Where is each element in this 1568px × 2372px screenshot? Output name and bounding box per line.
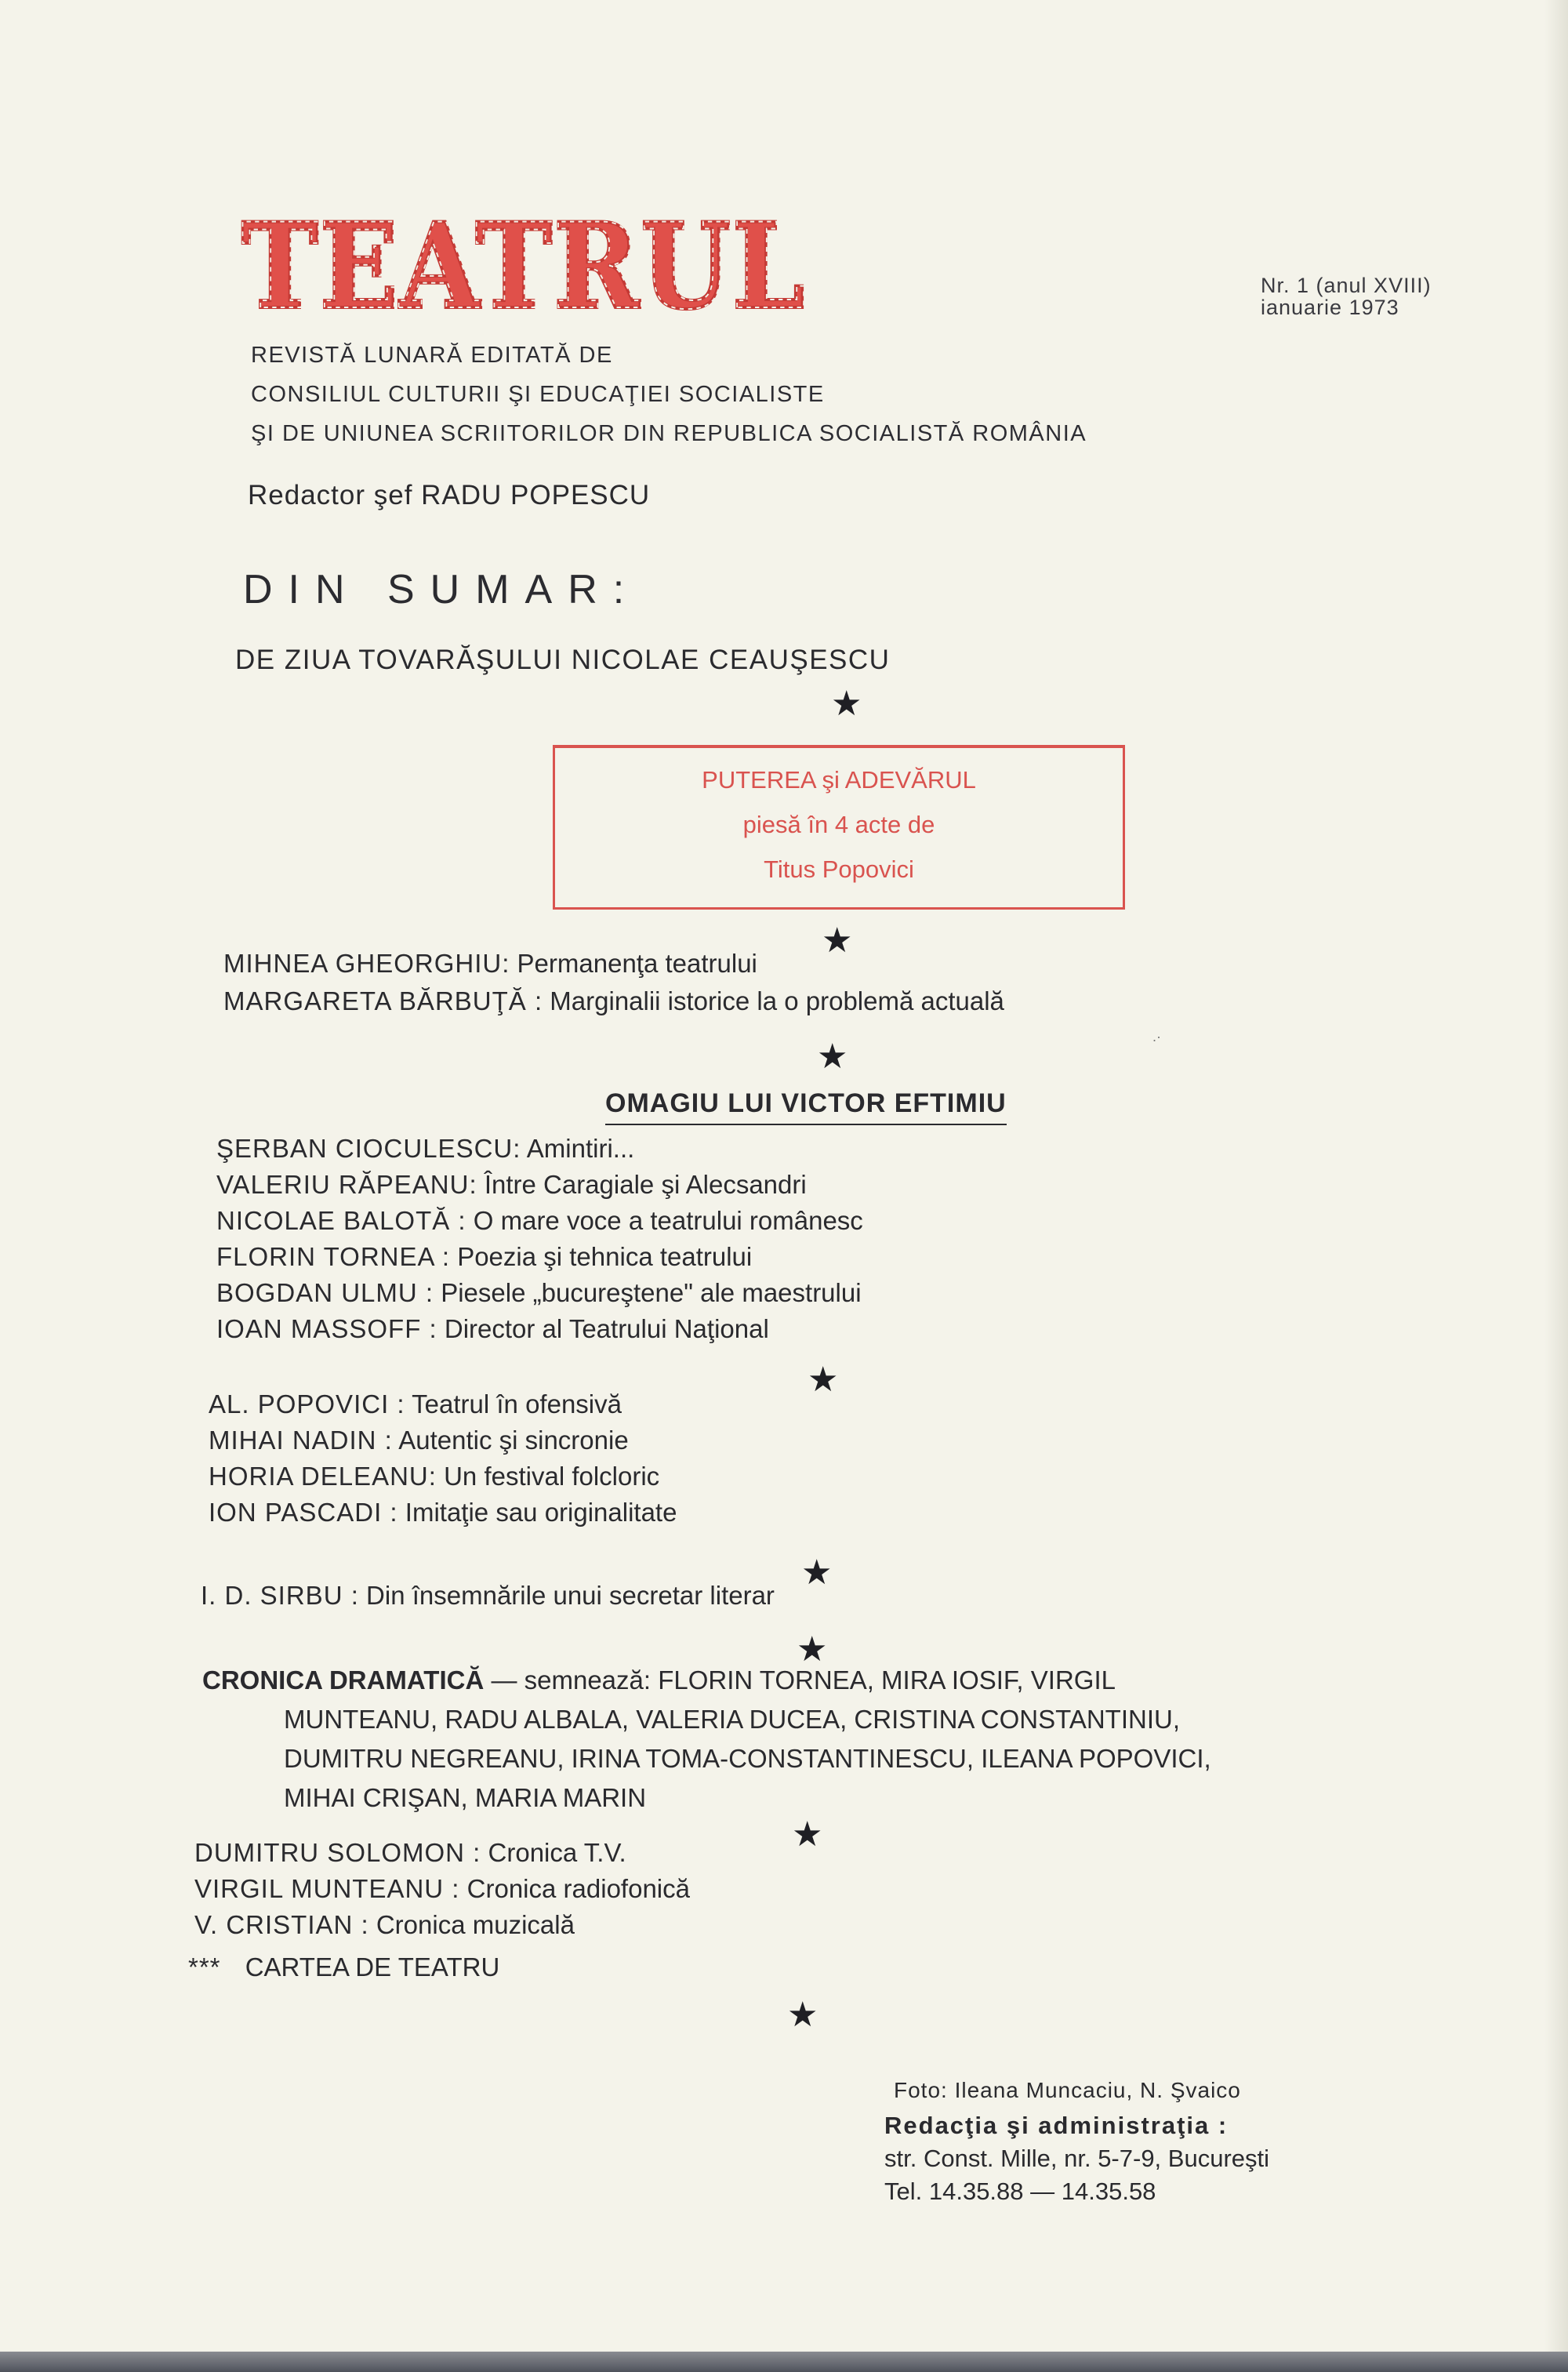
item-author: MARGARETA BĂRBUŢĂ : [223,986,543,1015]
list-item [209,1498,677,1527]
list-item [201,1581,775,1611]
item-title: Permanenţa teatrului [517,949,757,978]
list-item [216,1314,769,1344]
cronica-line: — semnează: FLORIN TORNEA, MIRA IOSIF, VIRGIL [484,1665,1116,1695]
item-title: O mare voce a teatrului românesc [473,1206,863,1235]
cronica-dramatica [202,1661,1378,1818]
star-divider: ★ [831,685,862,723]
photo-credits: Foto: Ileana Muncaciu, N. Şvaico [894,2078,1241,2102]
logo-ornament: TEATRUL [241,198,806,331]
logo-text: TEATRUL [241,198,806,331]
item-author: I. D. SIRBU : [201,1581,359,1610]
cronica-line: MIHAI CRIŞAN, MARIA MARIN [284,1783,647,1812]
item-title: Poezia şi tehnica teatrului [457,1242,753,1271]
summary-heading: DIN SUMAR: [243,567,641,612]
list-item [216,1206,863,1236]
item-author: FLORIN TORNEA : [216,1242,451,1271]
item-author: MIHAI NADIN : [209,1426,393,1455]
office-phone: Tel. 14.35.88 — 14.35.58 [884,2178,1156,2205]
item-author: HORIA DELEANU: [209,1462,437,1491]
list-item [194,1910,575,1940]
item-title: Cronica radiofonică [466,1874,690,1903]
item-title: Piesele „bucureştene" ale maestrului [441,1278,862,1307]
star-divider: ★ [792,1815,823,1854]
cronica-line: MUNTEANU, RADU ALBALA, VALERIA DUCEA, CRISTINA CONSTANTINIU, [284,1705,1180,1734]
list-item [188,1952,499,1982]
issue-number: Nr. 1 (anul XVIII) [1261,274,1432,297]
star-divider: ★ [808,1360,839,1399]
star-divider: ★ [797,1630,828,1669]
publisher-line: REVISTĂ LUNARĂ EDITATĂ DE [251,343,613,368]
item-author: MIHNEA GHEORGHIU: [223,949,510,978]
issue-info [1261,274,1432,318]
issue-date: ianuarie 1973 [1261,296,1399,319]
list-item [223,986,1004,1016]
play-author: Titus Popovici [764,855,914,883]
item-author: NICOLAE BALOTĂ : [216,1206,466,1235]
editorial-office [884,2109,1269,2208]
star-divider: ★ [822,921,853,960]
item-author: DUMITRU SOLOMON : [194,1838,481,1867]
publisher-line: CONSILIUL CULTURII ŞI EDUCAŢIEI SOCIALISTE [251,382,825,407]
item-title: Cronica muzicală [376,1910,575,1939]
item-title: Teatrul în ofensivă [412,1389,622,1418]
editor-in-chief: Redactor şef RADU POPESCU [248,480,651,510]
item-title: CARTEA DE TEATRU [245,1952,500,1982]
item-author: AL. POPOVICI : [209,1389,405,1418]
tribute-heading: OMAGIU LUI VICTOR EFTIMIU [605,1088,1007,1125]
item-title: Autentic şi sincronie [398,1426,629,1455]
item-author: V. CRISTIAN : [194,1910,369,1939]
list-item [216,1170,807,1200]
list-item [209,1462,659,1491]
play-subtitle: piesă în 4 acte de [742,811,935,838]
item-title: Imitaţie sau originalitate [405,1498,677,1527]
item-author: VALERIU RĂPEANU: [216,1170,477,1199]
item-title: Între Caragiale şi Alecsandri [484,1170,807,1199]
book-spine-edge [0,2352,1568,2372]
item-title: Cronica T.V. [488,1838,626,1867]
list-item [216,1278,862,1308]
list-item [209,1426,629,1455]
item-title: Marginalii istorice la o problemă actuală [550,986,1004,1015]
play-title: PUTEREA şi ADEVĂRUL [702,766,976,794]
cronica-label: CRONICA DRAMATICĂ [202,1665,485,1695]
list-item [194,1874,690,1904]
publisher-line: ŞI DE UNIUNEA SCRIITORILOR DIN REPUBLICA SOCIALISTĂ ROMÂNIA [251,421,1087,446]
office-address: str. Const. Mille, nr. 5-7-9, Bucureşti [884,2145,1270,2172]
star-divider: ★ [817,1037,848,1076]
list-item [209,1389,622,1419]
item-author: ŞERBAN CIOCULESCU: [216,1134,521,1163]
teatrul-logo [235,174,815,331]
item-author: IOAN MASSOFF : [216,1314,437,1343]
list-item [194,1838,626,1868]
list-item [223,949,757,979]
item-author: *** [188,1952,221,1982]
item-title: Amintiri... [526,1134,635,1163]
item-author: BOGDAN ULMU : [216,1278,434,1307]
margin-mark: .· [1152,1029,1161,1044]
item-author: VIRGIL MUNTEANU : [194,1874,460,1903]
publisher-block [251,336,1087,453]
item-title: Director al Teatrului Naţional [444,1314,769,1343]
item-title: Din însemnările unui secretar literar [366,1581,775,1610]
star-divider: ★ [801,1553,833,1592]
star-divider: ★ [787,1996,818,2034]
list-item [216,1134,634,1164]
item-title: Un festival folcloric [444,1462,660,1491]
page-edge-shadow [1544,0,1568,2352]
cronica-line: DUMITRU NEGREANU, IRINA TOMA-CONSTANTINESCU, ILEANA POPOVICI, [284,1744,1211,1773]
list-item [216,1242,752,1272]
office-label: Redacţia şi administraţia : [884,2112,1229,2139]
birthday-item: DE ZIUA TOVARĂŞULUI NICOLAE CEAUŞESCU [235,645,891,675]
item-author: ION PASCADI : [209,1498,398,1527]
featured-play-box [553,745,1125,910]
